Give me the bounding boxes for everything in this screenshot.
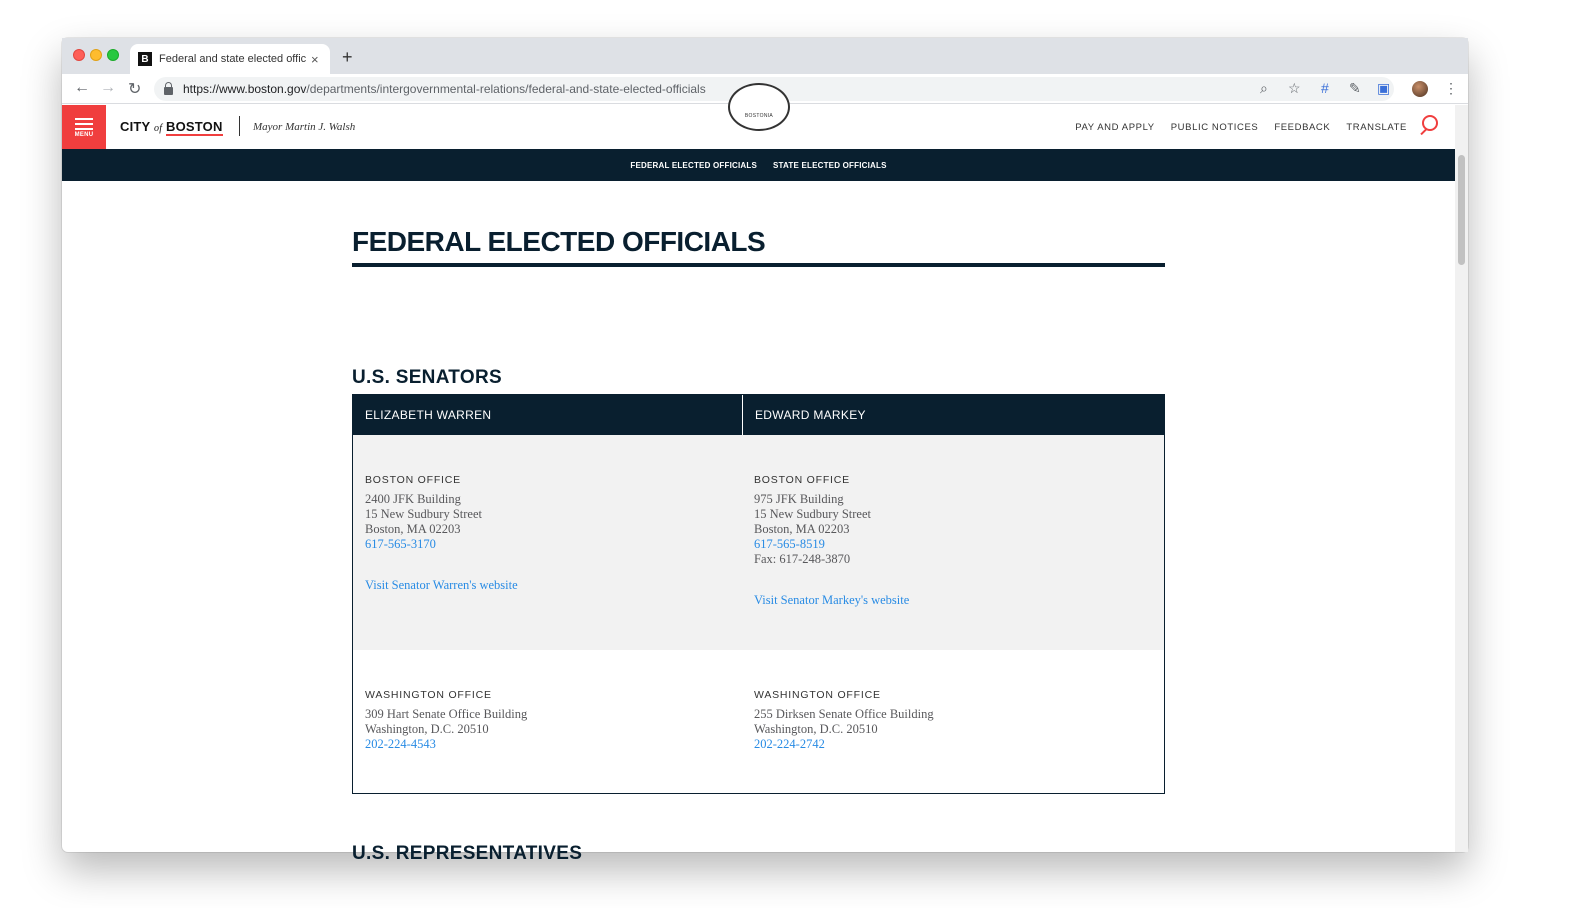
- lock-icon: [164, 87, 173, 95]
- menu-label: MENU: [74, 132, 94, 138]
- menu-button[interactable]: [62, 105, 106, 149]
- tab-close-icon[interactable]: ×: [311, 51, 319, 67]
- page-title: FEDERAL ELECTED OFFICIALS: [352, 226, 766, 257]
- phone-link[interactable]: 202-224-2742: [754, 737, 825, 751]
- markey-boston-office: [754, 474, 909, 608]
- eyedropper-extension-icon[interactable]: ✎: [1349, 80, 1361, 96]
- representatives-heading: U.S. REPRESENTATIVES: [352, 843, 583, 864]
- hamburger-bar: [75, 123, 93, 125]
- address-line: 255 Dirksen Senate Office Building: [754, 707, 934, 721]
- senator-website-link[interactable]: Visit Senator Markey's website: [754, 593, 910, 607]
- nav-pay-and-apply[interactable]: PAY AND APPLY: [1075, 122, 1155, 133]
- tab-bar: [62, 38, 1468, 74]
- address-line: 15 New Sudbury Street: [365, 507, 482, 521]
- forward-arrow-icon[interactable]: →: [100, 79, 116, 96]
- zoom-icon[interactable]: ⌕: [1260, 80, 1268, 96]
- address-line: Boston, MA 02203: [754, 522, 850, 536]
- section-subnav: [62, 149, 1455, 181]
- title-underline: [352, 263, 1165, 267]
- hamburger-icon: [75, 118, 93, 120]
- logo-city: CITY: [120, 119, 151, 134]
- close-window-button[interactable]: [73, 49, 85, 61]
- logo-of: of: [154, 123, 163, 134]
- subnav-federal[interactable]: FEDERAL ELECTED OFFICIALS: [630, 160, 757, 170]
- senator-header-markey: [743, 395, 1164, 435]
- city-of-boston-logo[interactable]: [120, 119, 223, 134]
- web-page: [62, 105, 1455, 864]
- search-icon[interactable]: [1422, 115, 1438, 131]
- mayor-name: Mayor Martin J. Walsh: [253, 121, 356, 133]
- seal-text: BOSTONIA: [744, 113, 774, 119]
- office-label: WASHINGTON OFFICE: [754, 689, 881, 701]
- city-seal[interactable]: [728, 83, 790, 131]
- page-scrollbar[interactable]: [1455, 105, 1468, 852]
- grid-extension-icon[interactable]: #: [1321, 80, 1329, 96]
- subnav-state[interactable]: STATE ELECTED OFFICIALS: [773, 160, 887, 170]
- office-label: BOSTON OFFICE: [754, 474, 850, 486]
- senator-website-link[interactable]: Visit Senator Warren's website: [365, 578, 518, 592]
- url-text: [183, 82, 706, 96]
- office-label: WASHINGTON OFFICE: [365, 689, 492, 701]
- address-line: 15 New Sudbury Street: [754, 507, 871, 521]
- hamburger-bar: [75, 128, 93, 130]
- nav-public-notices[interactable]: PUBLIC NOTICES: [1170, 122, 1259, 133]
- profile-avatar[interactable]: [1412, 81, 1428, 97]
- nav-feedback[interactable]: FEEDBACK: [1274, 122, 1331, 133]
- boston-favicon-icon: B: [138, 52, 152, 66]
- url-path: /departments/intergovernmental-relations/federal-and-state-elected-officials: [306, 82, 706, 96]
- senators-table: [352, 394, 1165, 794]
- phone-link[interactable]: 617-565-3170: [365, 537, 436, 551]
- new-tab-button[interactable]: +: [342, 47, 353, 67]
- bookmark-star-icon[interactable]: ☆: [1288, 80, 1301, 96]
- office-label: BOSTON OFFICE: [365, 474, 461, 486]
- back-arrow-icon[interactable]: ←: [74, 79, 90, 96]
- browser-window: [62, 38, 1468, 864]
- address-line: Boston, MA 02203: [365, 522, 461, 536]
- scrollbar-thumb[interactable]: [1458, 155, 1465, 265]
- browser-tab[interactable]: [130, 44, 330, 74]
- header-divider: [239, 116, 240, 136]
- senators-heading: U.S. SENATORS: [352, 367, 502, 388]
- camera-extension-icon[interactable]: ▣: [1377, 80, 1391, 96]
- logo-boston: BOSTON: [166, 119, 223, 134]
- senator-name: ELIZABETH WARREN: [365, 408, 492, 422]
- more-menu-icon[interactable]: ⋮: [1444, 80, 1458, 96]
- tab-title: Federal and state elected offic: [159, 53, 307, 65]
- phone-link[interactable]: 202-224-4543: [365, 737, 436, 751]
- warren-boston-office: [365, 474, 518, 593]
- site-header: [62, 105, 1455, 149]
- reload-icon[interactable]: ↻: [128, 81, 142, 98]
- nav-translate[interactable]: TRANSLATE: [1346, 122, 1407, 133]
- warren-dc-office: [365, 689, 527, 752]
- address-line: 309 Hart Senate Office Building: [365, 707, 528, 721]
- url-host: https://www.boston.gov: [183, 82, 307, 96]
- minimize-window-button[interactable]: [90, 49, 102, 61]
- markey-dc-office: [754, 689, 934, 752]
- fax-line: Fax: 617-248-3870: [754, 552, 851, 566]
- senator-header-warren: [353, 395, 743, 435]
- address-line: Washington, D.C. 20510: [365, 722, 489, 736]
- maximize-window-button[interactable]: [107, 49, 119, 61]
- header-nav: [1075, 122, 1407, 133]
- address-line: 2400 JFK Building: [365, 492, 461, 506]
- address-line: Washington, D.C. 20510: [754, 722, 878, 736]
- phone-link[interactable]: 617-565-8519: [754, 537, 825, 551]
- address-line: 975 JFK Building: [754, 492, 844, 506]
- senator-name: EDWARD MARKEY: [755, 408, 866, 422]
